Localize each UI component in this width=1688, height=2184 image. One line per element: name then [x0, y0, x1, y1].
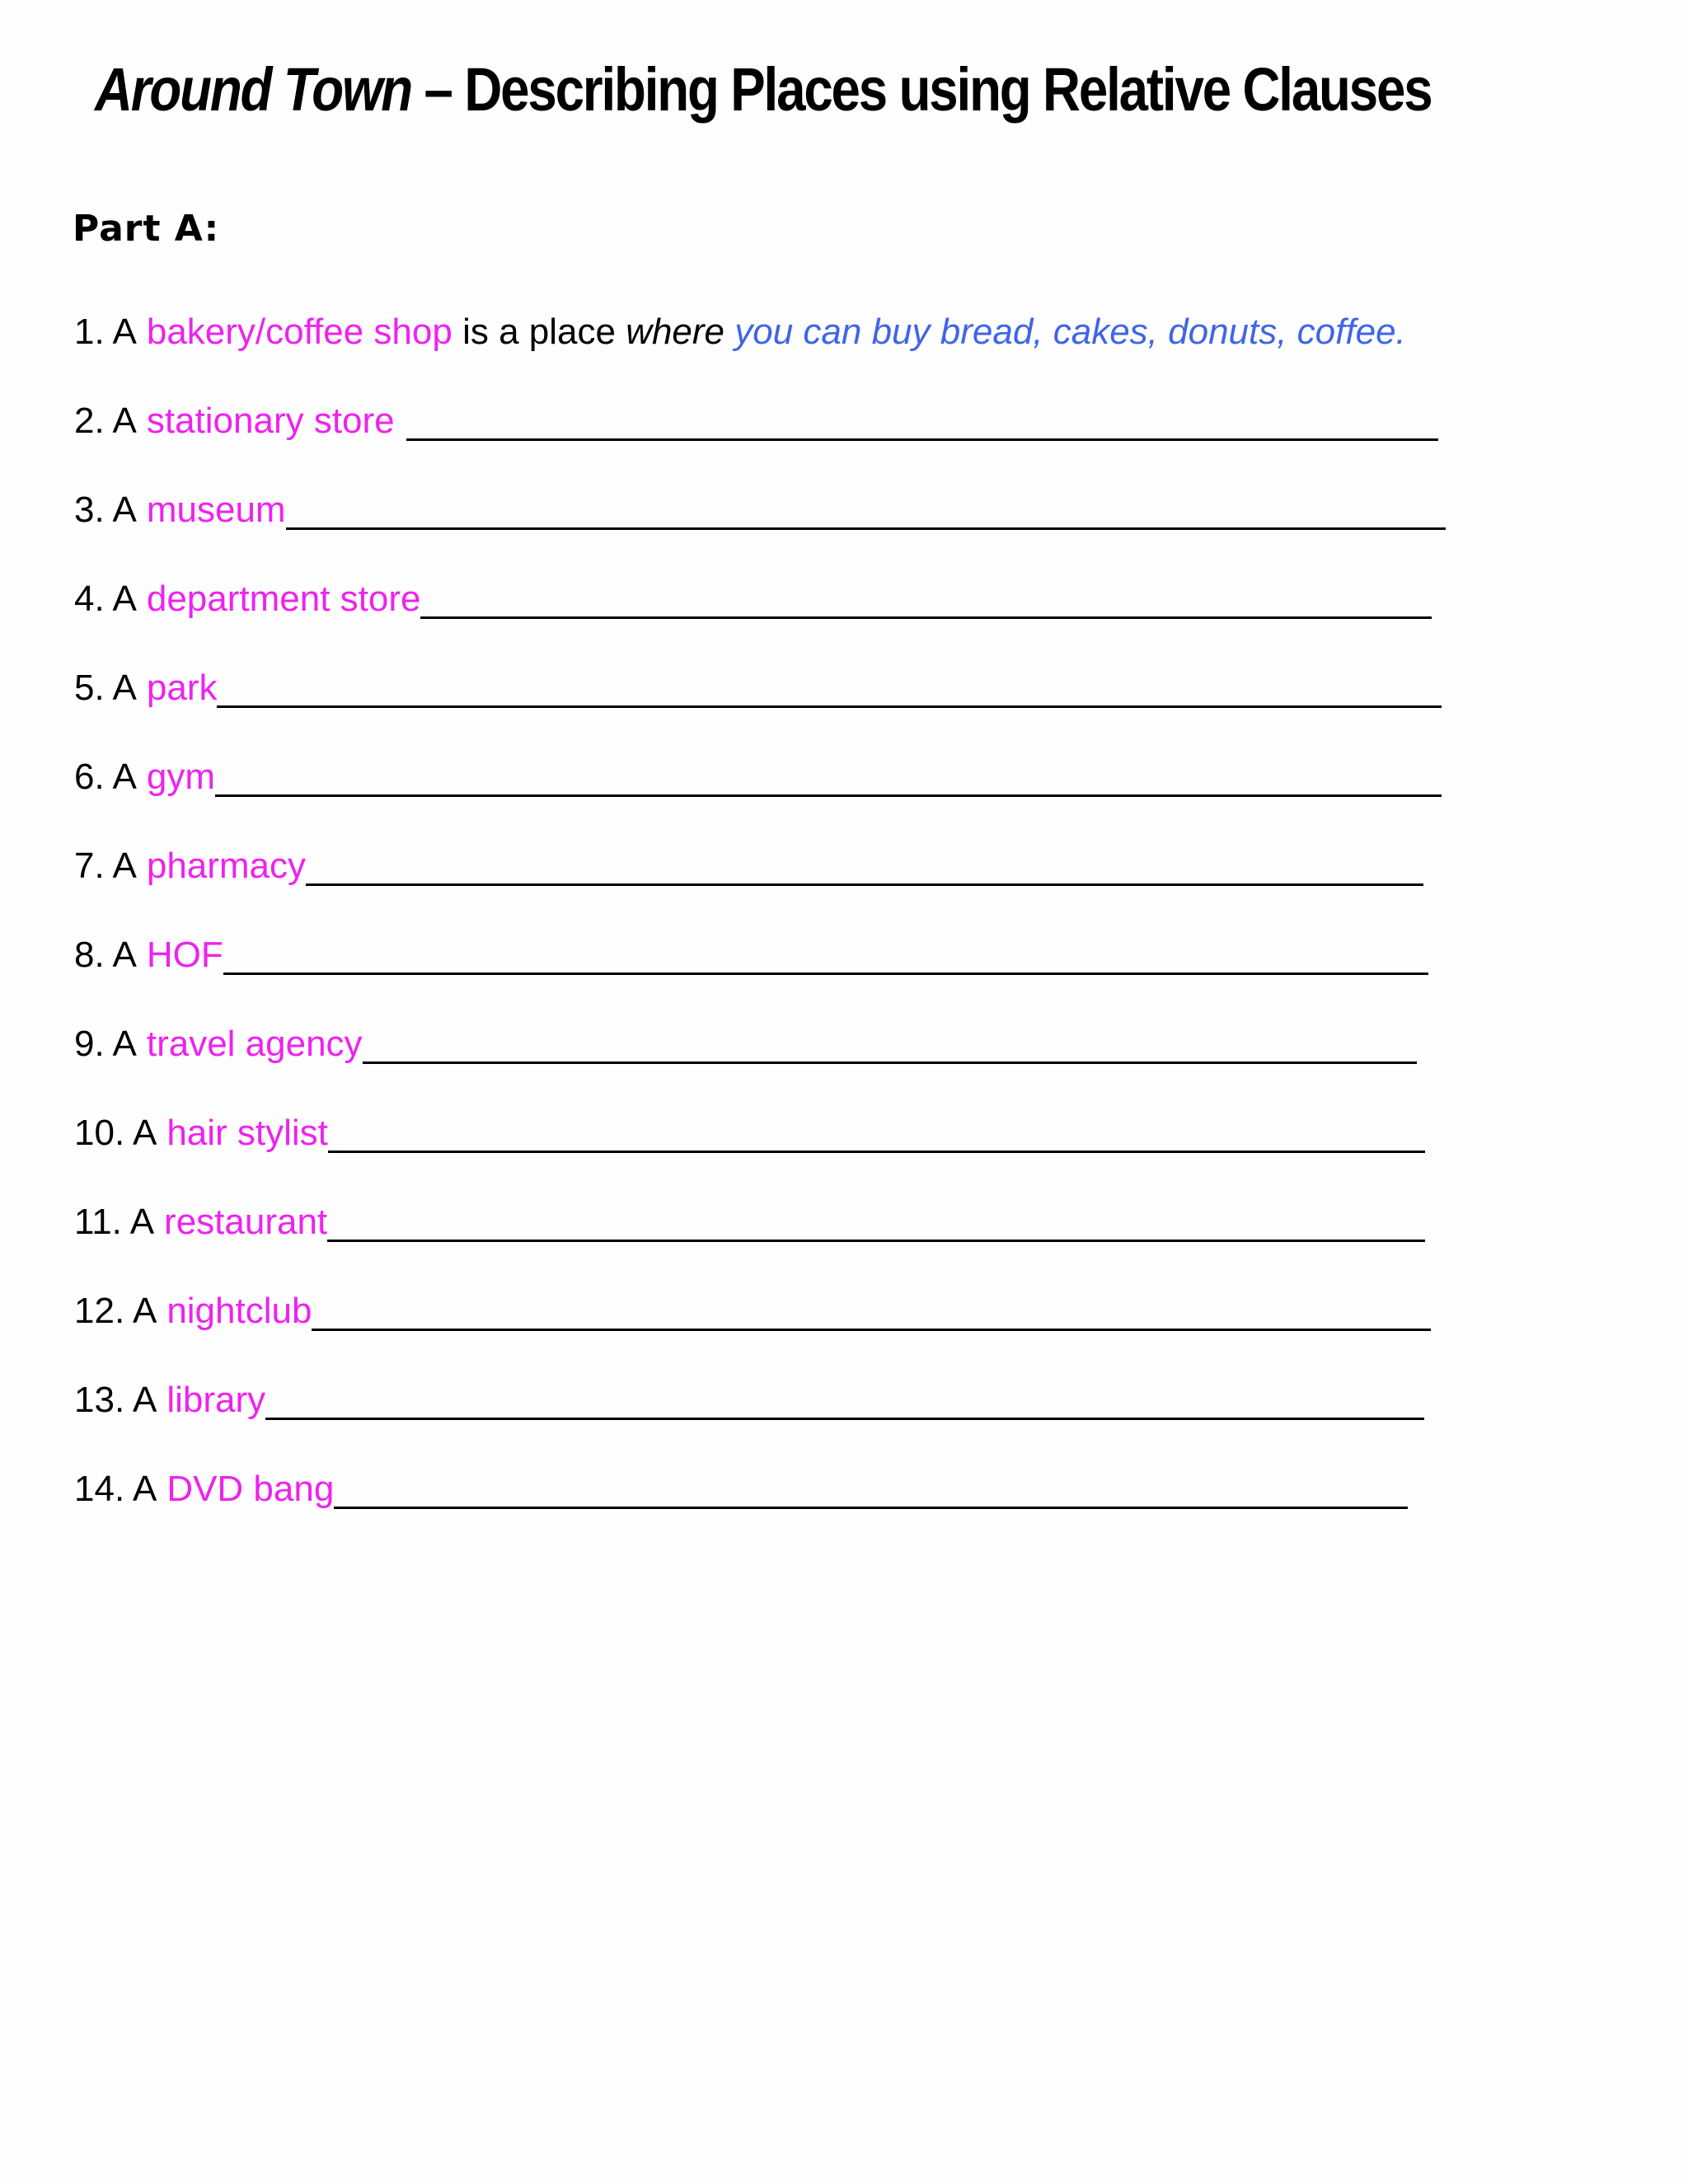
list-item [74, 578, 1432, 621]
title-rest: – Describing Places using Relative Clauses [411, 55, 1432, 124]
item-number: 2. A [74, 401, 137, 441]
answer-blank[interactable] [306, 883, 1423, 886]
title-italic-part: Around Town [95, 55, 412, 124]
item-place: gym [146, 757, 215, 797]
answer-blank[interactable] [327, 1240, 1425, 1242]
item-number: 13. A [74, 1380, 157, 1420]
answer-blank[interactable] [334, 1507, 1408, 1509]
answer-blank[interactable] [223, 972, 1428, 975]
list-item [74, 1201, 1425, 1244]
item-number: 5. A [74, 668, 137, 708]
answer-blank[interactable] [328, 1151, 1425, 1153]
answer-blank[interactable] [406, 438, 1438, 441]
item-place: stationary store [146, 401, 395, 441]
item-number: 1. A [74, 312, 137, 352]
list-item [74, 845, 1423, 888]
list-item [74, 1112, 1425, 1155]
part-a-heading: Part A: [73, 208, 220, 250]
item-number: 9. A [74, 1024, 137, 1064]
answer-blank[interactable] [420, 616, 1432, 619]
item-number: 11. A [74, 1202, 155, 1242]
item-number: 7. A [74, 846, 137, 886]
list-item [74, 667, 1442, 710]
item-place: restaurant [164, 1202, 328, 1242]
answer-blank[interactable] [265, 1418, 1424, 1420]
example-connector: is a place [452, 312, 626, 352]
item-number: 10. A [74, 1113, 157, 1153]
list-item [74, 489, 1446, 532]
list-item [74, 1379, 1424, 1422]
item-place: park [146, 668, 218, 708]
example-where-word: where [626, 312, 725, 352]
item-place: travel agency [146, 1024, 363, 1064]
item-number: 8. A [74, 935, 137, 975]
list-item [74, 756, 1442, 799]
answer-blank[interactable] [363, 1062, 1417, 1064]
item-place: museum [146, 490, 286, 530]
item-place: bakery/coffee shop [146, 312, 452, 352]
item-place: hair stylist [166, 1113, 328, 1153]
list-item [74, 1468, 1408, 1511]
list-item [74, 1023, 1417, 1066]
item-place: department store [146, 579, 421, 619]
item-place: pharmacy [146, 846, 307, 886]
worksheet-title [95, 56, 1432, 123]
answer-blank[interactable] [217, 705, 1442, 708]
item-number: 14. A [74, 1469, 157, 1509]
item-number: 4. A [74, 579, 137, 619]
list-item [74, 934, 1428, 977]
answer-blank[interactable] [286, 527, 1446, 530]
item-place: library [166, 1380, 266, 1420]
example-answer: you can buy bread, cakes, donuts, coffee. [724, 312, 1406, 352]
list-item [74, 1290, 1431, 1333]
answer-blank[interactable] [312, 1329, 1431, 1331]
example-item [74, 311, 1406, 354]
answer-blank[interactable] [215, 794, 1442, 797]
item-number: 12. A [74, 1291, 157, 1331]
item-number: 3. A [74, 490, 137, 530]
item-place: DVD bang [166, 1469, 335, 1509]
item-number: 6. A [74, 757, 137, 797]
list-item [74, 400, 1438, 443]
item-place: nightclub [166, 1291, 312, 1331]
item-place: HOF [146, 935, 223, 975]
